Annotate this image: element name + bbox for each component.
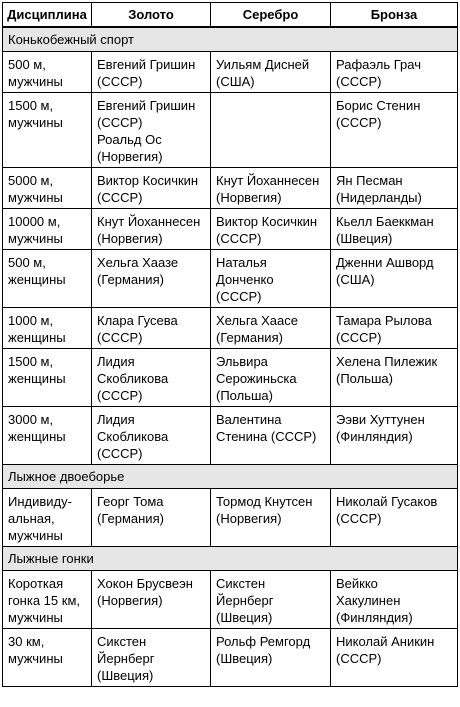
cell-silver: Хельга Хаасе (Германия): [211, 308, 331, 349]
cell-gold: Евгений Гришин (СССР): [92, 52, 211, 93]
cell-bronze: Хелена Пилежик (Польша): [331, 349, 458, 407]
cell-silver: Тормод Кнутсен (Норвегия): [211, 489, 331, 547]
header-gold: Золото: [92, 3, 211, 28]
table-row: [3, 629, 458, 687]
cell-gold: Лидия Скобликова (СССР): [92, 407, 211, 465]
cell-bronze: Николай Гусаков (СССР): [331, 489, 458, 547]
section-row: [3, 465, 458, 489]
section-title: Лыжные гонки: [3, 547, 458, 571]
cell-bronze: Борис Стенин (СССР): [331, 93, 458, 168]
cell-gold: Георг Тома (Германия): [92, 489, 211, 547]
header-silver: Серебро: [211, 3, 331, 28]
cell-discipline: Индивиду- альная, мужчины: [3, 489, 92, 547]
table-row: [3, 52, 458, 93]
table-row: [3, 209, 458, 250]
cell-discipline: 5000 м, мужчины: [3, 168, 92, 209]
section-row: [3, 547, 458, 571]
header-bronze: Бронза: [331, 3, 458, 28]
cell-bronze: Ян Песман (Нидерланды): [331, 168, 458, 209]
cell-gold: Виктор Косичкин (СССР): [92, 168, 211, 209]
cell-discipline: 500 м, женщины: [3, 250, 92, 308]
cell-bronze: Кьелл Баеккман (Швеция): [331, 209, 458, 250]
cell-silver: Валентина Стенина (СССР): [211, 407, 331, 465]
cell-gold: Евгений Гришин (СССР) Роальд Ос (Норвегия): [92, 93, 211, 168]
cell-bronze: Николай Аникин (СССР): [331, 629, 458, 687]
cell-discipline: 500 м, мужчины: [3, 52, 92, 93]
cell-bronze: Ээви Хуттунен (Финляндия): [331, 407, 458, 465]
cell-bronze: Вейкко Хакулинен (Финляндия): [331, 571, 458, 629]
cell-gold: Хельга Хаазе (Германия): [92, 250, 211, 308]
section-title: Лыжное двоеборье: [3, 465, 458, 489]
table-row: [3, 250, 458, 308]
cell-bronze: Тамара Рылова (СССР): [331, 308, 458, 349]
cell-discipline: 3000 м, женщины: [3, 407, 92, 465]
cell-silver: Кнут Йоханнесен (Норвегия): [211, 168, 331, 209]
cell-discipline: Короткая гонка 15 км, мужчины: [3, 571, 92, 629]
cell-silver: Виктор Косичкин (СССР): [211, 209, 331, 250]
table-row: [3, 571, 458, 629]
cell-discipline: 1500 м, мужчины: [3, 93, 92, 168]
medal-table: [2, 2, 458, 687]
cell-gold: Кнут Йоханнесен (Норвегия): [92, 209, 211, 250]
section-row: [3, 27, 458, 52]
table-row: [3, 489, 458, 547]
cell-discipline: 30 км, мужчины: [3, 629, 92, 687]
cell-gold: Хокон Брусвеэн (Норвегия): [92, 571, 211, 629]
table-body: [3, 27, 458, 687]
cell-gold: Сикстен Йернберг (Швеция): [92, 629, 211, 687]
table-row: [3, 407, 458, 465]
header-row: [3, 3, 458, 28]
table-row: [3, 168, 458, 209]
cell-silver: Наталья Донченко (СССР): [211, 250, 331, 308]
cell-bronze: Рафаэль Грач (СССР): [331, 52, 458, 93]
cell-silver: Сикстен Йернберг (Швеция): [211, 571, 331, 629]
table-row: [3, 349, 458, 407]
cell-silver: Эльвира Серожиньска (Польша): [211, 349, 331, 407]
cell-discipline: 1000 м, женщины: [3, 308, 92, 349]
table-row: [3, 308, 458, 349]
cell-silver: [211, 93, 331, 168]
cell-discipline: 10000 м, мужчины: [3, 209, 92, 250]
cell-gold: Клара Гусева (СССР): [92, 308, 211, 349]
header-discipline: Дисциплина: [3, 3, 92, 28]
cell-silver: Рольф Ремгорд (Швеция): [211, 629, 331, 687]
cell-silver: Уильям Дисней (США): [211, 52, 331, 93]
cell-bronze: Дженни Ашворд (США): [331, 250, 458, 308]
cell-gold: Лидия Скобликова (СССР): [92, 349, 211, 407]
table-row: [3, 93, 458, 168]
cell-discipline: 1500 м, женщины: [3, 349, 92, 407]
section-title: Конькобежный спорт: [3, 27, 458, 52]
